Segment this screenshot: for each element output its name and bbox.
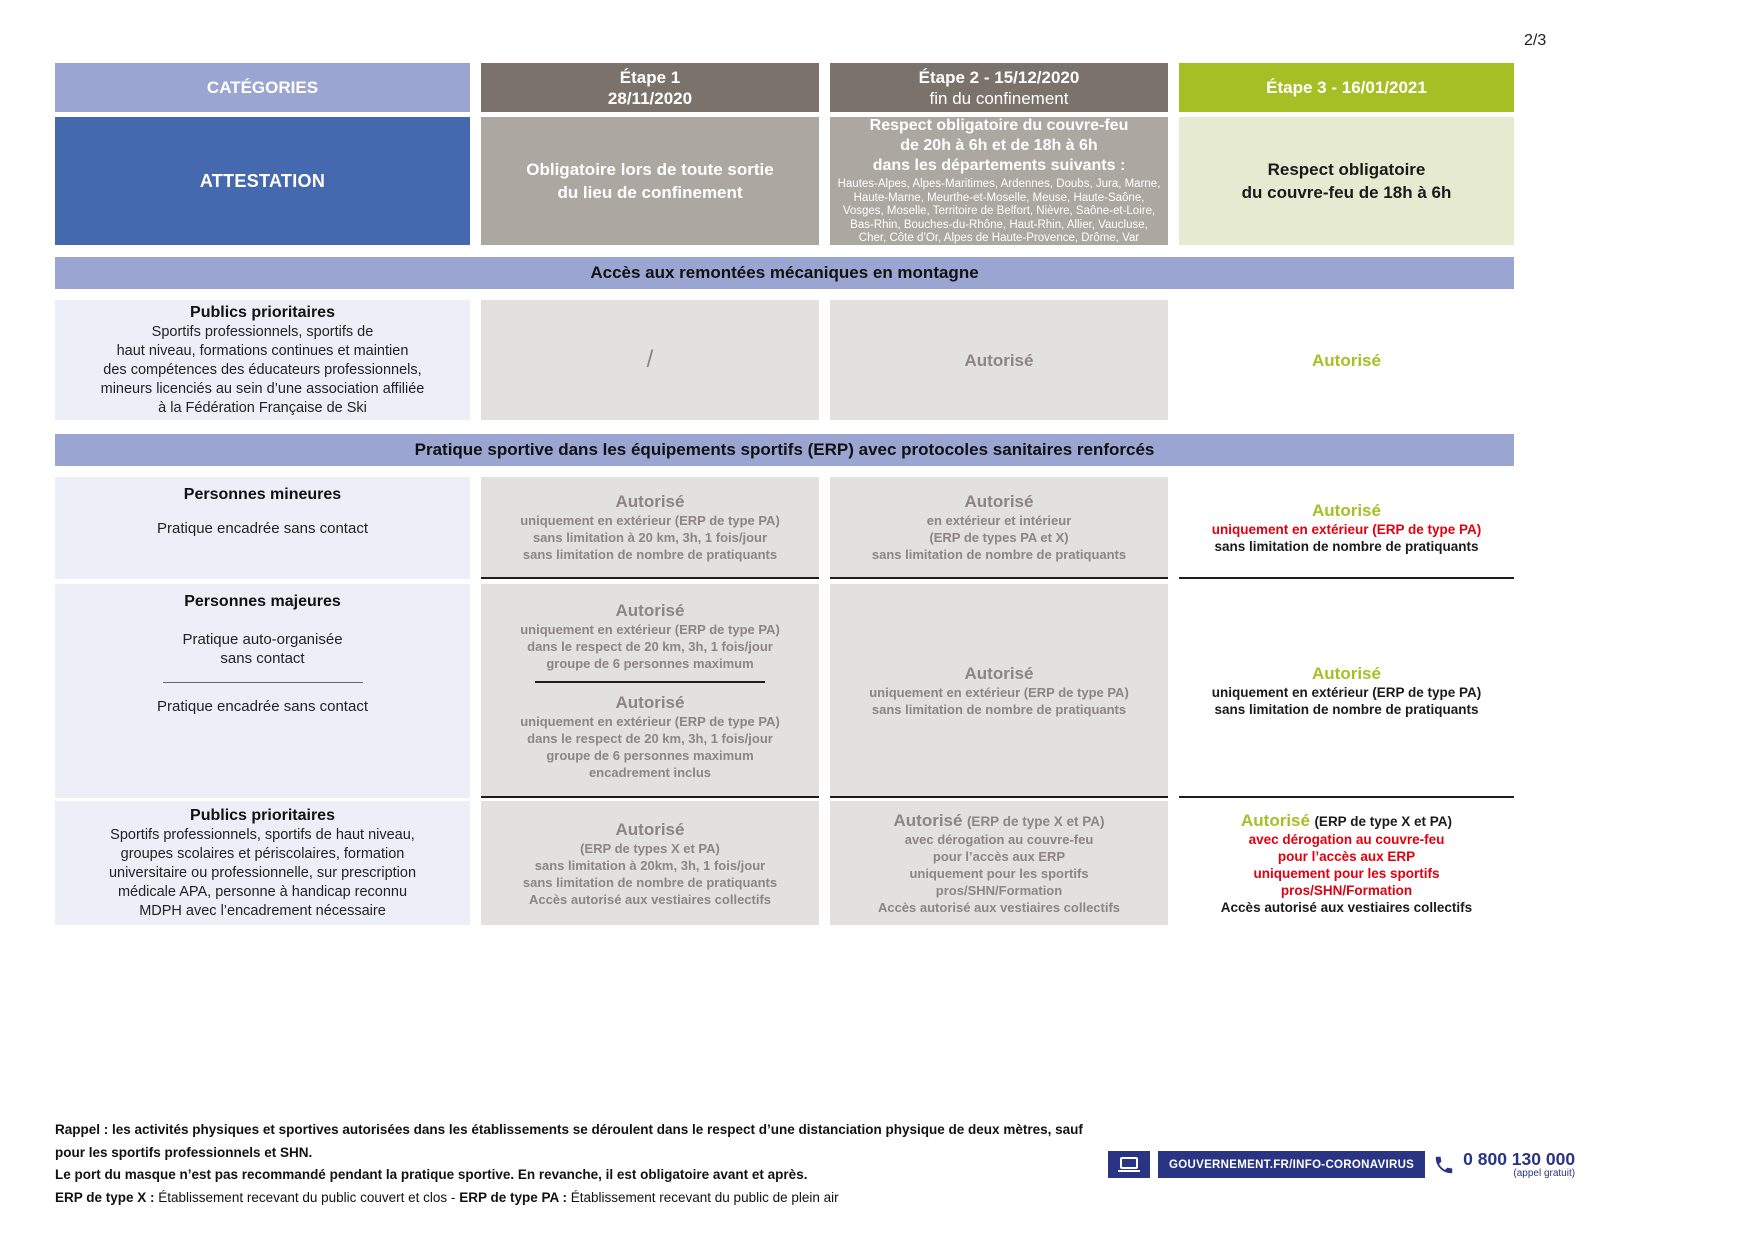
status-text: Autorisé [615,600,685,620]
text-line: groupe de 6 personnes maximum [546,747,754,763]
category-subtitle: Pratique auto-organisée [182,631,343,648]
personnes-majeures-row [55,584,1514,798]
phone-icon [1433,1154,1455,1176]
text-line: sans limitation de nombre de pratiquants [1214,538,1479,554]
text-line: mineurs licenciés au sein d’une association affiliée [100,380,425,397]
page-number: 2/3 [1524,32,1547,49]
text-line: uniquement en extérieur (ERP de type PA) [869,684,1129,700]
column-header-etape2 [830,63,1168,112]
table-header-row [55,63,1514,112]
header-sublabel: fin du confinement [929,88,1069,108]
text-line: du couvre-feu de 18h à 6h [1241,183,1452,202]
attestation-row [55,117,1514,245]
majeures-etape3-cell [1179,584,1514,798]
column-header-categories [55,63,470,112]
text-line: uniquement pour les sportifs [1253,866,1440,881]
text-line: MDPH avec l’encadrement nécessaire [139,902,386,919]
text-line: du lieu de confinement [557,183,743,202]
text-line: sans limitation de nombre de pratiquants [522,874,778,890]
text-line: Accès autorisé aux vestiaires collectifs [1220,900,1473,915]
attestation-etape2-cell [830,117,1168,245]
text-line: Sportifs professionnels, sportifs de haut niveau, [110,826,415,843]
prioritaires-category-cell [55,801,470,925]
header-label: Étape 2 - 15/12/2020 [918,67,1080,87]
text-line: uniquement en extérieur (ERP de type PA) [1211,684,1482,700]
erp-pa-definition: Établissement recevant du public de plein air [566,1189,839,1205]
text-line: groupes scolaires et périscolaires, formation [120,845,405,862]
mineures-category-cell [55,477,470,579]
text-line: pros/SHN/Formation [1280,883,1413,898]
status-suffix: (ERP de type X et PA) [1314,814,1452,829]
text-line: sans limitation de nombre de pratiquants [871,547,1127,562]
laptop-icon [1108,1151,1150,1178]
attestation-category-cell [55,117,470,245]
erp-pa-label: ERP de type PA : [459,1189,567,1205]
text-line: uniquement pour les sportifs [909,866,1089,881]
departments-list: Hautes-Alpes, Alpes-Maritimes, Ardennes, Doubs, Jura, Marne, Haute-Marne, Meurthe-et-Moselle, Meuse, Haute-Saône, Vosges, Moselle, Territoire de Belfort, Nièvre, Saône-et-Loire, Bas-Rhin, Bouches-du-Rhône, Haut-Rhin, Allier, Vaucluse, Cher, Côte d’Or, Alpes de Haute-Provence, Drôme, Var [837,178,1161,245]
text-line: sans limitation à 20km, 3h, 1 fois/jour [534,857,766,873]
status-text: Autorisé [1312,663,1381,683]
personnes-mineures-row [55,477,1514,579]
status-text: Autorisé [615,819,685,839]
text-line: des compétences des éducateurs professionnels, [103,361,422,378]
text-line: uniquement en extérieur (ERP de type PA) [520,513,780,528]
ski-etape1-cell [481,300,819,420]
text-line: encadrement inclus [588,764,712,780]
prioritaires-etape3-cell [1179,801,1514,925]
status-text: Autorisé [1312,500,1381,520]
text-line: de 20h à 6h et de 18h à 6h [900,137,1098,155]
text-line: avec dérogation au couvre-feu [904,832,1094,847]
text-line: haut niveau, formations continues et maintien [116,342,409,359]
restrictions-table [55,63,1514,925]
section-title-remontees-mecaniques: Accès aux remontées mécaniques en montagne [55,257,1514,289]
status-text: Autorisé [615,692,685,712]
text-line: Accès autorisé aux vestiaires collectifs [877,900,1121,915]
category-subtitle: Pratique encadrée sans contact [157,698,368,715]
text-line: sans limitation de nombre de pratiquants [522,547,778,562]
status-text: Autorisé [1312,350,1381,370]
footer-note-erp-definitions [55,1187,1115,1210]
status-text: Autorisé [1241,811,1310,830]
gov-url-badge: GOUVERNEMENT.FR/INFO-CORONAVIRUS [1158,1151,1425,1178]
text-line: dans le respect de 20 km, 3h, 1 fois/jour [527,638,773,654]
text-line: dans les départements suivants : [872,157,1126,175]
erp-x-label: ERP de type X : [55,1189,155,1205]
footer-note-rappel: Rappel : les activités physiques et sportives autorisées dans les établissements se déroulent dans le respect d’une distanciation physique de deux mètres, sauf pour les sportifs professionnels et SHN. [55,1122,1083,1160]
text-line: sans limitation à 20 km, 3h, 1 fois/jour [532,530,768,545]
phone-number: 0 800 130 000 [1463,1149,1576,1169]
text-line: uniquement en extérieur (ERP de type PA) [1211,521,1482,537]
status-line [1241,810,1452,831]
text-line: à la Fédération Française de Ski [158,399,367,416]
status-suffix: (ERP de type X et PA) [966,814,1105,829]
text-line: pour l’accès aux ERP [932,849,1066,864]
text-line: Sportifs professionnels, sportifs de [151,323,374,340]
footer-note-masque: Le port du masque n’est pas recommandé pendant la pratique sportive. En revanche, il est obligatoire avant et après. [55,1167,808,1182]
category-title: Publics prioritaires [190,303,335,321]
mineures-etape3-cell [1179,477,1514,579]
header-label: CATÉGORIES [206,78,319,97]
text-line: uniquement en extérieur (ERP de type PA) [520,621,780,637]
laptop-icon-glyph [1117,1156,1141,1174]
text-line: pros/SHN/Formation [935,883,1063,898]
text-line: (ERP de types PA et X) [929,530,1069,545]
ski-category-cell [55,300,470,420]
status-text: Autorisé [964,350,1034,370]
section-title-pratique-sportive-erp: Pratique sportive dans les équipements sportifs (ERP) avec protocoles sanitaires renforcés [55,434,1514,466]
mineures-etape2-cell [830,477,1168,579]
text-line: universitaire ou professionnelle, sur prescription [108,864,417,881]
text-line: en extérieur et intérieur [926,513,1072,528]
header-label: 28/11/2020 [607,88,693,108]
text-line: sans limitation de nombre de pratiquants [871,701,1127,717]
divider-line [535,681,765,683]
footer-notes [55,1119,1115,1209]
column-header-etape1 [481,63,819,112]
text-line: sans limitation de nombre de pratiquants [1214,701,1479,717]
text-line: Accès autorisé aux vestiaires collectifs [528,891,772,907]
text-line: Obligatoire lors de toute sortie [526,160,774,179]
status-line [894,810,1105,831]
prioritaires-etape2-cell [830,801,1168,925]
text-line: dans le respect de 20 km, 3h, 1 fois/jour [527,730,773,746]
header-label: Étape 3 - 16/01/2021 [1266,78,1427,97]
divider-line [163,682,363,683]
text-line: groupe de 6 personnes maximum [546,655,754,671]
status-slash: / [646,346,654,373]
text-line: Respect obligatoire du couvre-feu [869,117,1129,135]
category-title: Publics prioritaires [190,806,335,824]
text-line: (ERP de types X et PA) [580,840,720,856]
publics-prioritaires-row [55,801,1514,925]
category-title: Personnes mineures [183,486,342,503]
text-line: Respect obligatoire [1267,160,1426,179]
ski-etape2-cell [830,300,1168,420]
phone-free-call-note: (appel gratuit) [1513,1168,1576,1179]
majeures-etape2-cell [830,584,1168,798]
status-text: Autorisé [964,492,1034,511]
column-header-etape3 [1179,63,1514,112]
prioritaires-etape1-cell [481,801,819,925]
attestation-etape3-cell [1179,117,1514,245]
majeures-category-cell [55,584,470,798]
attestation-label: ATTESTATION [199,170,326,191]
text-line: uniquement en extérieur (ERP de type PA) [520,713,780,729]
attestation-etape1-cell [481,117,819,245]
status-text: Autorisé [893,811,963,830]
gov-banner [1108,1150,1575,1179]
erp-x-definition: Établissement recevant du public couvert et clos - [154,1189,460,1205]
majeures-etape1-cell [481,584,819,798]
category-subtitle: Pratique encadrée sans contact [157,520,368,537]
ski-priority-row [55,300,1514,420]
phone-contact [1463,1150,1575,1179]
category-subtitle: sans contact [220,650,305,667]
text-line: pour l’accès aux ERP [1277,849,1416,864]
text-line: médicale APA, personne à handicap reconnu [117,883,408,900]
status-text: Autorisé [964,663,1034,683]
header-label: Étape 1 [619,67,681,87]
status-text: Autorisé [615,492,685,511]
mineures-etape1-cell [481,477,819,579]
ski-etape3-cell [1179,300,1514,420]
category-title: Personnes majeures [184,593,341,610]
text-line: avec dérogation au couvre-feu [1248,832,1445,847]
